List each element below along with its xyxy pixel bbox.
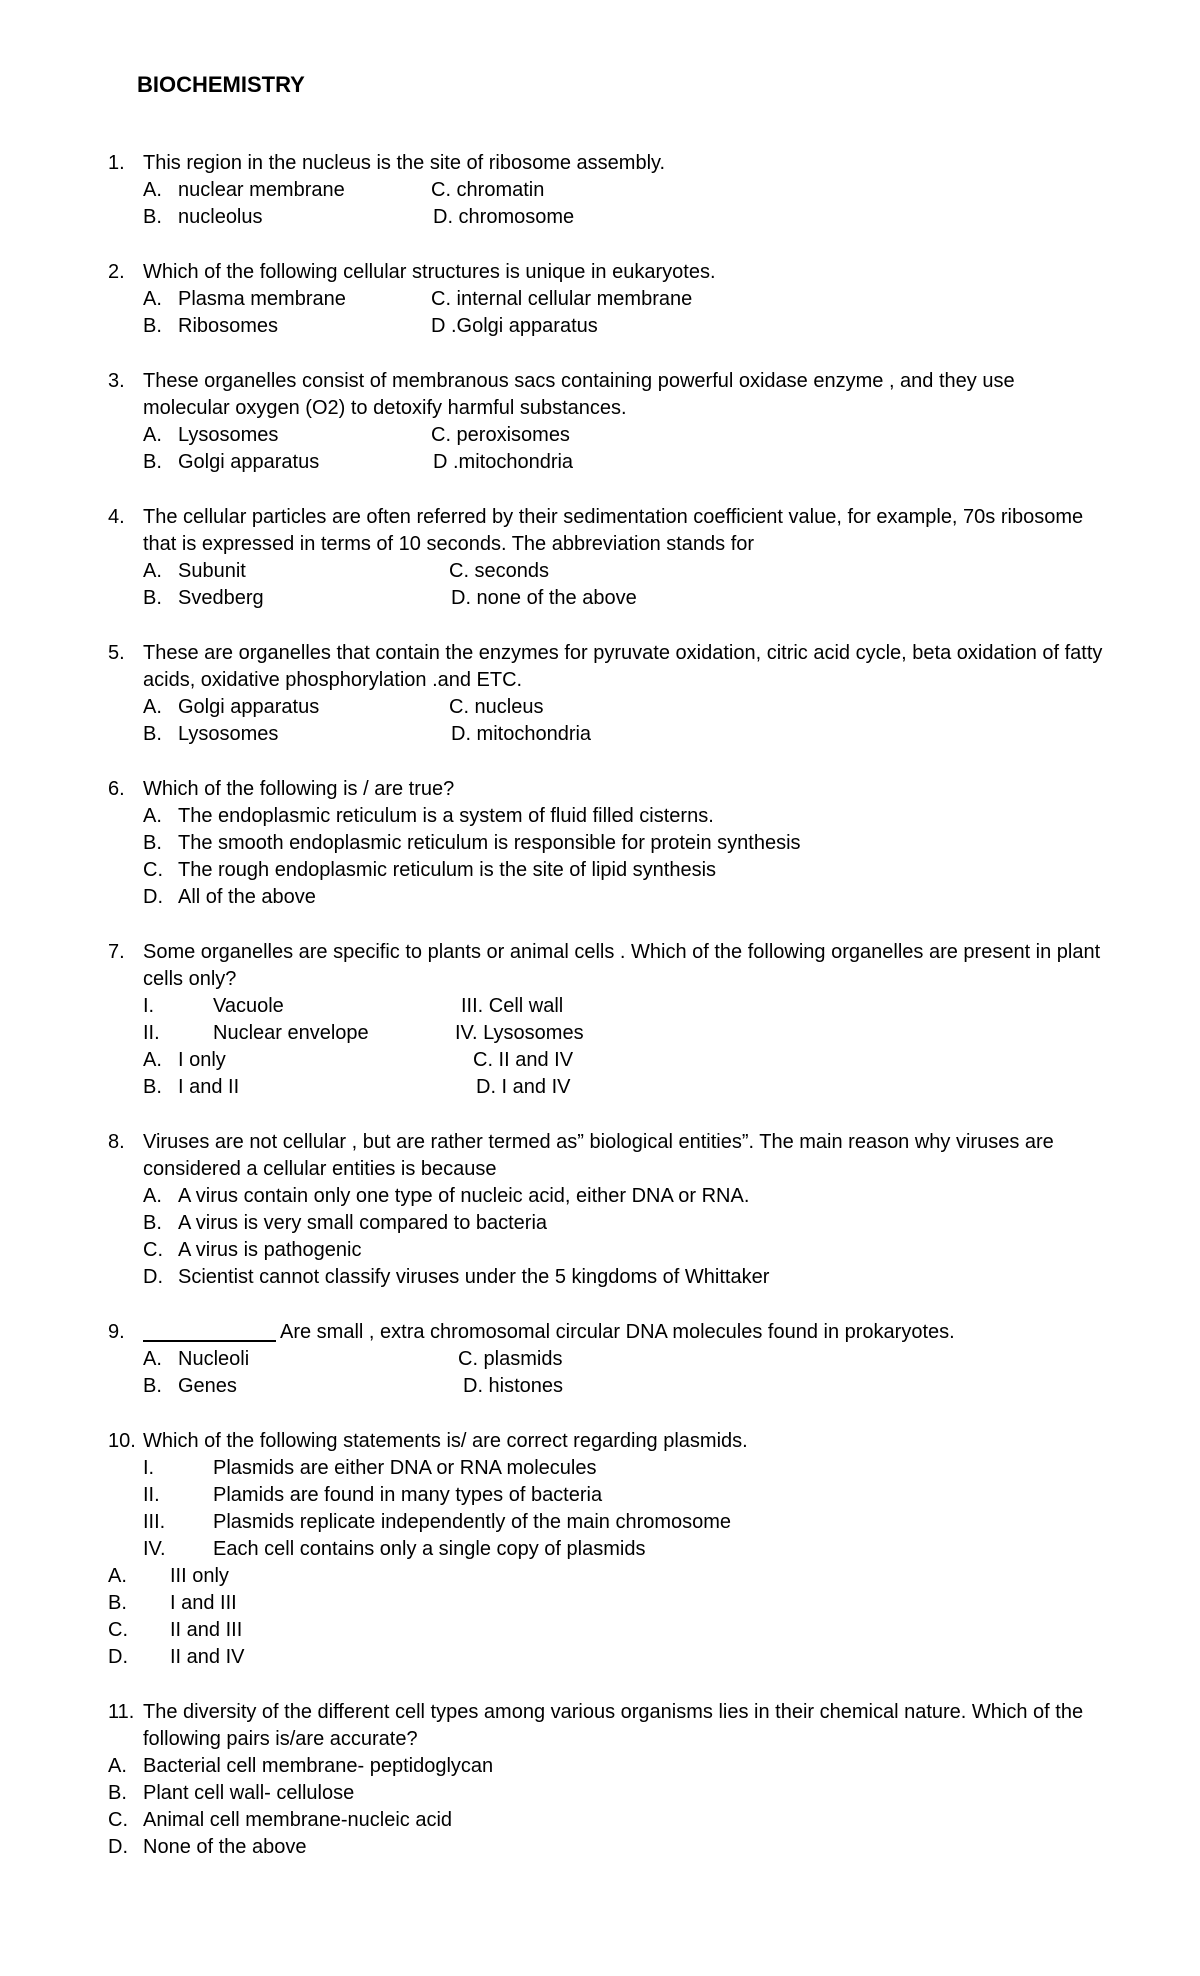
option-letter: D. [143, 886, 163, 908]
roman-item-text: Plasmids replicate independently of the main chromosome [213, 1511, 732, 1533]
fill-in-blank [143, 1322, 276, 1346]
question-number: 7. [108, 941, 125, 963]
option-letter: B. [108, 1782, 127, 1804]
option-text: Bacterial cell membrane- peptidoglycan [143, 1755, 494, 1777]
option-letter: D. [108, 1646, 128, 1668]
question-number: 3. [108, 370, 125, 392]
question-text: The diversity of the different cell types among various organisms lies in their chemical nature. Which of the [143, 1701, 1084, 1723]
question-text: considered a cellular entities is because [143, 1158, 497, 1180]
roman-numeral: II. [143, 1022, 160, 1044]
option-text: Lysosomes [178, 424, 279, 446]
question-text: This region in the nucleus is the site of ribosome assembly. [143, 152, 666, 174]
option-text: Subunit [178, 560, 246, 582]
roman-item-text: Plasmids are either DNA or RNA molecules [213, 1457, 597, 1479]
question-number: 8. [108, 1131, 125, 1153]
option-text: D. none of the above [451, 587, 637, 609]
question-text: These organelles consist of membranous sacs containing powerful oxidase enzyme , and they use [143, 370, 1015, 392]
option-text: Golgi apparatus [178, 451, 320, 473]
roman-item-text: Each cell contains only a single copy of plasmids [213, 1538, 646, 1560]
option-text: Nucleoli [178, 1348, 250, 1370]
option-text: D .Golgi apparatus [431, 315, 598, 337]
roman-item-text: Vacuole [213, 995, 284, 1017]
option-text: Ribosomes [178, 315, 279, 337]
option-letter: B. [143, 315, 162, 337]
roman-numeral: I. [143, 1457, 155, 1479]
question-text: Are small , extra chromosomal circular DNA molecules found in prokaryotes. [280, 1321, 955, 1343]
option-letter: C. [143, 859, 163, 881]
option-text: All of the above [178, 886, 316, 908]
option-letter: B. [108, 1592, 127, 1614]
option-text: C. II and IV [473, 1049, 574, 1071]
question-number: 10. [108, 1430, 136, 1452]
option-text: D. histones [463, 1375, 564, 1397]
option-text: nucleolus [178, 206, 263, 228]
option-letter: A. [143, 288, 162, 310]
option-text: The rough endoplasmic reticulum is the site of lipid synthesis [178, 859, 717, 881]
question-text: Which of the following statements is/ are correct regarding plasmids. [143, 1430, 748, 1452]
option-letter: B. [143, 1212, 162, 1234]
option-letter: A. [108, 1565, 127, 1587]
option-text: Golgi apparatus [178, 696, 320, 718]
question-number: 5. [108, 642, 125, 664]
option-letter: A. [143, 1348, 162, 1370]
question-text: acids, oxidative phosphorylation .and ETC. [143, 669, 523, 691]
roman-numeral: I. [143, 995, 155, 1017]
option-text: III only [170, 1565, 229, 1587]
question-text: These are organelles that contain the enzymes for pyruvate oxidation, citric acid cycle, beta oxidation of fatty [143, 642, 1103, 664]
option-text: C. peroxisomes [431, 424, 570, 446]
question-text: Viruses are not cellular , but are rather termed as” biological entities”. The main reason why viruses are [143, 1131, 1054, 1153]
option-letter: B. [143, 587, 162, 609]
option-text: Scientist cannot classify viruses under the 5 kingdoms of Whittaker [178, 1266, 770, 1288]
option-letter: A. [143, 424, 162, 446]
question-number: 9. [108, 1321, 125, 1343]
option-text: C. internal cellular membrane [431, 288, 693, 310]
option-text: Plasma membrane [178, 288, 346, 310]
option-text: C. plasmids [458, 1348, 563, 1370]
option-letter: B. [143, 1375, 162, 1397]
question-number: 11. [108, 1701, 135, 1723]
option-text: II and III [170, 1619, 243, 1641]
question-number: 2. [108, 261, 125, 283]
option-letter: A. [143, 1049, 162, 1071]
roman-item-text: III. Cell wall [461, 995, 564, 1017]
option-text: C. chromatin [431, 179, 545, 201]
page-title: BIOCHEMISTRY [137, 72, 305, 97]
option-letter: A. [143, 696, 162, 718]
option-letter: C. [143, 1239, 163, 1261]
option-letter: B. [143, 206, 162, 228]
option-text: II and IV [170, 1646, 245, 1668]
question-number: 4. [108, 506, 125, 528]
option-text: D .mitochondria [433, 451, 574, 473]
option-letter: A. [108, 1755, 127, 1777]
option-letter: C. [108, 1809, 128, 1831]
option-letter: D. [108, 1836, 128, 1858]
question-text: Which of the following is / are true? [143, 778, 455, 800]
question-text: that is expressed in terms of 10 seconds. The abbreviation stands for [143, 533, 755, 555]
question-text: cells only? [143, 968, 237, 990]
roman-item-text: Nuclear envelope [213, 1022, 369, 1044]
roman-item-text: Plamids are found in many types of bacteria [213, 1484, 603, 1506]
question-number: 6. [108, 778, 125, 800]
roman-numeral: III. [143, 1511, 166, 1533]
question-text: molecular oxygen (O2) to detoxify harmful substances. [143, 397, 627, 419]
option-text: A virus contain only one type of nucleic acid, either DNA or RNA. [178, 1185, 750, 1207]
question-text: The cellular particles are often referred by their sedimentation coefficient value, for example, 70s ribosome [143, 506, 1084, 528]
option-letter: D. [143, 1266, 163, 1288]
option-letter: A. [143, 179, 162, 201]
option-text: Svedberg [178, 587, 264, 609]
option-letter: B. [143, 451, 162, 473]
option-text: I and II [178, 1076, 240, 1098]
roman-numeral: IV. [143, 1538, 166, 1560]
option-text: None of the above [143, 1836, 307, 1858]
option-text: I and III [170, 1592, 237, 1614]
option-letter: B. [143, 832, 162, 854]
option-text: C. seconds [449, 560, 550, 582]
option-text: The smooth endoplasmic reticulum is responsible for protein synthesis [178, 832, 801, 854]
roman-item-text: IV. Lysosomes [455, 1022, 584, 1044]
option-text: Plant cell wall- cellulose [143, 1782, 355, 1804]
option-text: Animal cell membrane-nucleic acid [143, 1809, 453, 1831]
option-text: Genes [178, 1375, 237, 1397]
option-text: D. chromosome [433, 206, 575, 228]
option-letter: A. [143, 805, 162, 827]
option-letter: B. [143, 723, 162, 745]
option-text: I only [178, 1049, 226, 1071]
option-letter: C. [108, 1619, 128, 1641]
question-text: following pairs is/are accurate? [143, 1728, 418, 1750]
option-text: The endoplasmic reticulum is a system of fluid filled cisterns. [178, 805, 714, 827]
option-text: C. nucleus [449, 696, 544, 718]
question-text: Some organelles are specific to plants or animal cells . Which of the following organelles are present in plant [143, 941, 1101, 963]
option-letter: A. [143, 1185, 162, 1207]
question-text: Which of the following cellular structures is unique in eukaryotes. [143, 261, 716, 283]
option-letter: A. [143, 560, 162, 582]
option-letter: B. [143, 1076, 162, 1098]
roman-numeral: II. [143, 1484, 160, 1506]
option-text: D. I and IV [476, 1076, 571, 1098]
question-number: 1. [108, 152, 125, 174]
option-text: A virus is pathogenic [178, 1239, 362, 1261]
option-text: Lysosomes [178, 723, 279, 745]
option-text: D. mitochondria [451, 723, 592, 745]
answer-blank-line [143, 1322, 276, 1342]
option-text: A virus is very small compared to bacteria [178, 1212, 548, 1234]
option-text: nuclear membrane [178, 179, 345, 201]
